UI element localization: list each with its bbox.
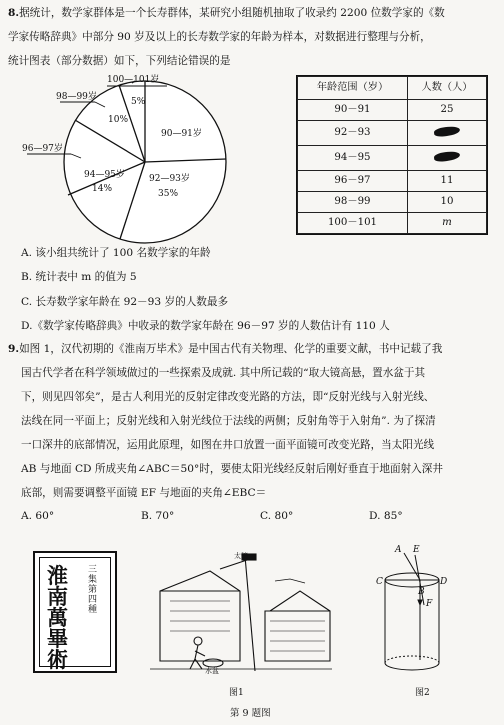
pie-label-98-99: 98—99岁 xyxy=(56,92,97,102)
geo-label-c: C xyxy=(376,577,383,587)
q8-option-b: B. 统计表中 m 的值为 5 xyxy=(21,271,137,283)
q9-line-2: 国古代学者在科学领域做过的一些探索及成就. 其中所记载的“取大镜高悬，置水盆于其 xyxy=(21,367,426,379)
q9-option-a: A. 60° xyxy=(21,510,55,522)
pie-label-96-97: 96—97岁 xyxy=(22,144,63,154)
q9-line-5: 一口深井的底部情况，运用此原理，如图在井口放置一面平面镜可改变光路，当太阳光线 xyxy=(21,439,435,451)
q9-line-7: 底部，则需要调整平面镜 EF 与地面的夹角∠EBC＝ xyxy=(21,487,267,499)
table-header-age: 年龄范围（岁） xyxy=(298,77,408,100)
q9-line-4: 法线在同一平面上；反射光线和入射光线位于法线的两侧；反射角等于入射角”. 为了探清 xyxy=(21,415,436,427)
geo-label-f: F xyxy=(426,599,433,609)
q8-number: 8. xyxy=(8,7,20,19)
geo-label-b: B xyxy=(418,587,425,597)
q9-number: 9. xyxy=(8,343,20,355)
book-title: 淮南萬畢術 xyxy=(47,563,68,672)
q8-option-d: D.《数学家传略辞典》中收录的数学家年龄在 96－97 岁的人数估计有 110 人 xyxy=(21,320,390,332)
illustration-label-basin: 水盆 xyxy=(205,667,219,675)
q9-option-c: C. 80° xyxy=(260,510,294,522)
geometry-figure xyxy=(372,545,452,685)
table-row: 100－101 m xyxy=(298,212,487,233)
table-header-count: 人数（人） xyxy=(407,77,486,100)
geo-label-d: D xyxy=(440,577,448,587)
figure-1-label: 图1 xyxy=(229,688,244,698)
pie-pct-94-95: 14% xyxy=(92,184,113,194)
q9-option-d: D. 85° xyxy=(369,510,403,522)
age-table xyxy=(296,75,488,235)
q8-option-c: C. 长寿数学家年龄在 92－93 岁的人数最多 xyxy=(21,296,229,308)
q9-line-1: 9.如图 1，汉代初期的《淮南万毕术》是中国古代有关物理、化学的重要文献，书中记载了我 xyxy=(8,343,443,355)
pie-label-92-93: 92—93岁 xyxy=(149,174,190,184)
pie-pct-98-99: 10% xyxy=(108,115,129,125)
q8-line-3: 统计图表（部分数据）如下，下列结论错误的是 xyxy=(8,55,231,67)
mirror-illustration xyxy=(150,551,332,675)
figure-2-label: 图2 xyxy=(415,688,430,698)
table-row: 94－95 xyxy=(298,145,487,170)
figure-caption: 第 9 题图 xyxy=(230,708,271,719)
ink-blot xyxy=(434,126,461,138)
book-subtitle: 三集第四種 xyxy=(88,565,98,615)
q8-line-2: 学家传略辞典》中部分 90 岁及以上的长寿数学家的年龄为样本，对数据进行整理与分析， xyxy=(8,31,431,43)
pie-label-100-101: 100—101岁 xyxy=(107,75,160,85)
table-row: 92－93 xyxy=(298,121,487,146)
geo-label-a: A xyxy=(395,545,402,555)
pie-pct-100-101: 5% xyxy=(131,97,146,107)
illustration-label-mirror: 太镜 xyxy=(234,552,248,560)
pie-label-90-91: 90—91岁 xyxy=(161,129,202,139)
table-header-row xyxy=(298,77,487,100)
ink-blot xyxy=(434,150,461,162)
pie-label-94-95: 94—95岁 xyxy=(84,170,125,180)
book-cover xyxy=(33,551,117,673)
pie-chart xyxy=(15,74,230,244)
table-row: 96－97 11 xyxy=(298,170,487,191)
geo-label-e: E xyxy=(413,545,420,555)
q9-line-3: 下，则见四邻矣”，是古人利用光的反射定律改变光路的方法，即“反射光线与入射光线、 xyxy=(21,391,435,403)
q9-option-b: B. 70° xyxy=(141,510,175,522)
q8-line-1: 8.据统计，数学家群体是一个长寿群体，某研究小组随机抽取了收录约 2200 位数学家的《数 xyxy=(8,7,445,19)
q9-line-6: AB 与地面 CD 所成夹角∠ABC＝50°时，要使太阳光线经反射后刚好垂直于地面射入深井 xyxy=(21,463,443,475)
pie-pct-92-93: 35% xyxy=(158,189,179,199)
table-row: 98－99 10 xyxy=(298,191,487,212)
table-row: 90－91 25 xyxy=(298,100,487,121)
q8-option-a: A. 该小组共统计了 100 名数学家的年龄 xyxy=(21,247,211,259)
